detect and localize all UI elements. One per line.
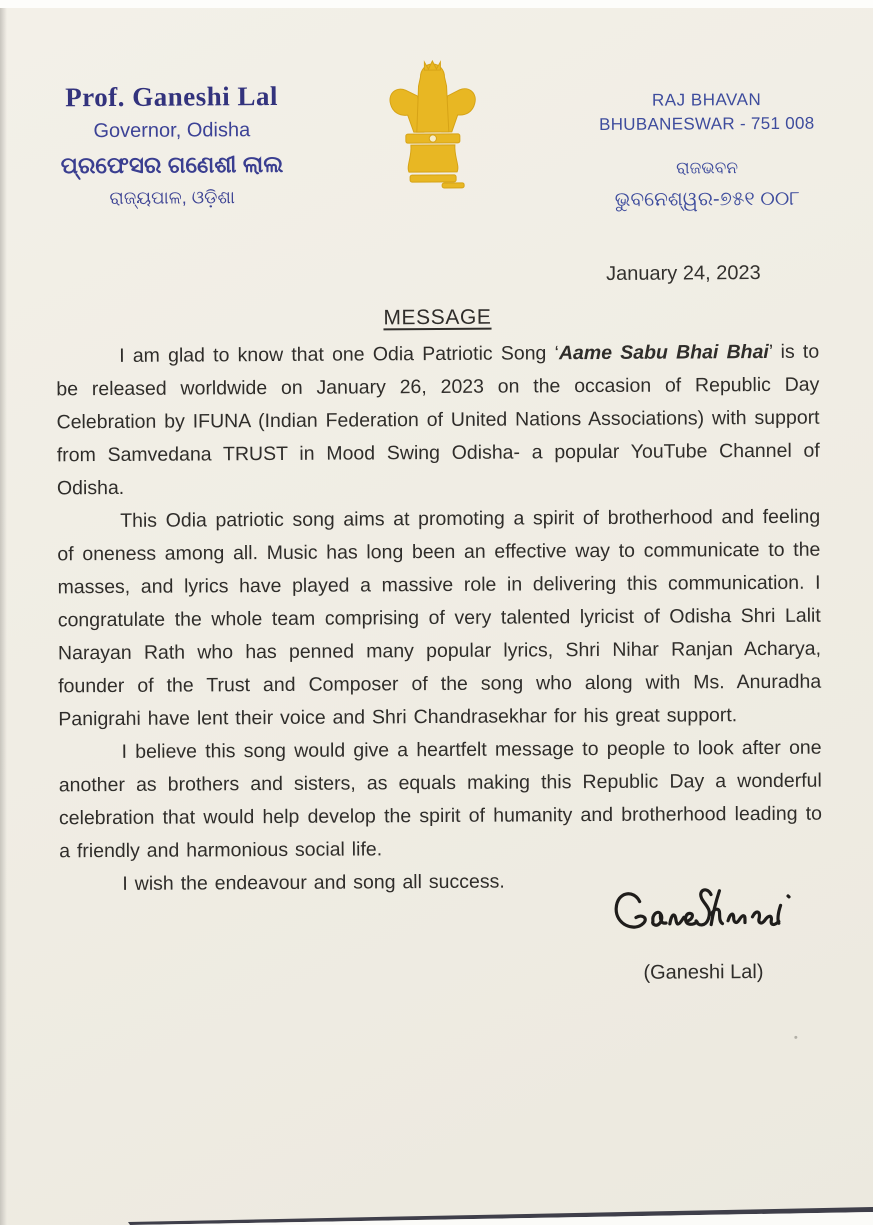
scan-speck — [794, 1036, 797, 1039]
paragraph-1 — [56, 336, 820, 506]
sender-name-odia: ପ୍ରଫେସର ଗଣେଶୀ ଲାଲ — [60, 150, 284, 179]
paragraph-3: I believe this song would give a heartfelt message to people to look after one another as brothers and sisters, as equals making this Republic Day a wonderful celebration that would help develop the spirit of humanity and brotherhood leading to a friendly and harmonious social life. — [58, 736, 823, 863]
letterhead-sender-block — [26, 81, 319, 210]
office-address-odia: ଭୁବନେଶ୍ୱର-୭୫୧ ୦୦୮ — [614, 187, 800, 211]
paragraph-1-suffix: ’ is to be released worldwide on January 26, 2023 on the occasion of Republic Day Celebration by IFUNA (Indian Federation of United Nations Associations) with support from Samvedana TRUST in Mood Swing Odisha- a popular YouTube Channel of Odisha. — [56, 340, 820, 500]
sender-title-odia: ରାଜ୍ୟପାଳ, ଓଡ଼ିଶା — [109, 187, 235, 208]
sender-name: Prof. Ganeshi Lal — [65, 80, 279, 113]
letter-date: January 24, 2023 — [606, 262, 761, 285]
paragraph-1-prefix: I am glad to know that one Odia Patriotic Song ‘ — [119, 342, 559, 367]
sender-title: Governor, Odisha — [93, 119, 251, 143]
office-address: BHUBANESWAR - 751 008 — [598, 113, 815, 135]
paragraph-2: This Odia patriotic song aims at promoting a spirit of brotherhood and feeling of oneness among all. Music has long been an effective way to communicate to the masses, and lyrics have played a massive role in delivering this communication. I congratulate the whole team comprising of very talented lyricist of Odisha Shri Lalit Narayan Rath who has penned many popular lyrics, Shri Nihar Ranjan Acharya, founder of the Trust and Composer of the song who along with Ms. Anuradha Panigrahi have lent their voice and Shri Chandrasekhar for his great support. — [57, 505, 822, 731]
song-title: Aame Sabu Bhai Bhai — [558, 340, 769, 365]
letterhead-office-block — [576, 90, 839, 213]
handwritten-signature-image — [607, 882, 799, 945]
office-name: RAJ BHAVAN — [651, 90, 762, 110]
signatory-printed-name: (Ganeshi Lal) — [643, 961, 764, 984]
paragraph-4-closing: I wish the endeavour and song all success. — [122, 870, 505, 895]
letter-body — [56, 336, 822, 902]
signature-block — [600, 882, 806, 985]
office-name-odia: ରାଜଭବନ — [675, 158, 739, 178]
letter-heading-text: MESSAGE — [383, 305, 492, 330]
ashoka-emblem-icon — [383, 56, 482, 191]
letter-heading — [56, 304, 819, 333]
